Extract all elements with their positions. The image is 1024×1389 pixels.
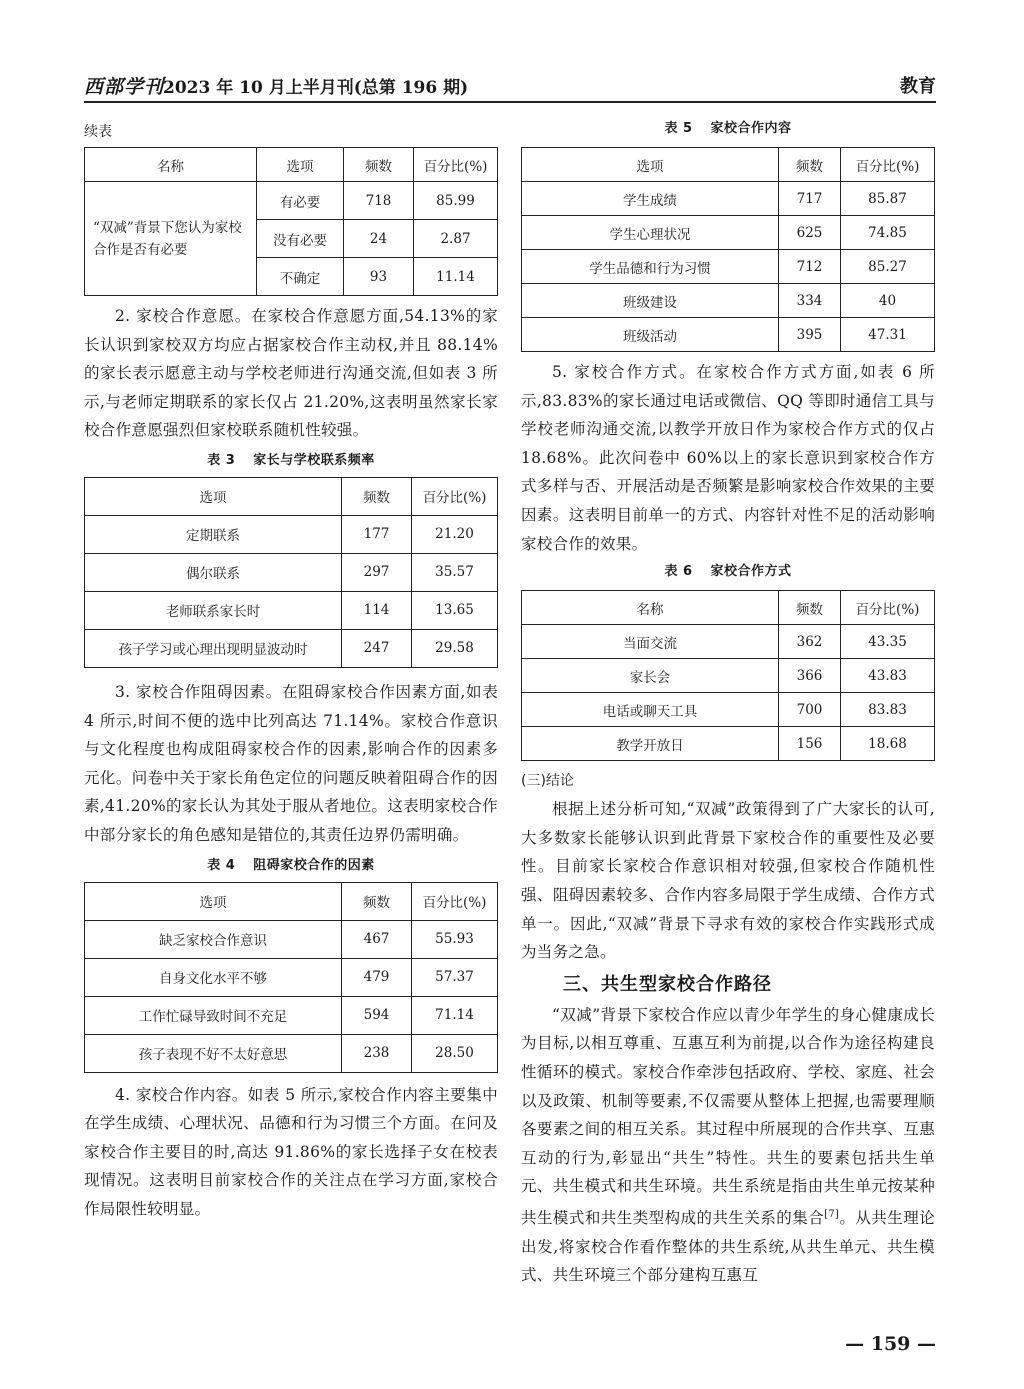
header-cell: 频数: [342, 882, 412, 920]
header-cell: 名称: [85, 148, 257, 182]
table-cell: 83.83: [841, 693, 935, 727]
table-cell: 479: [342, 958, 412, 996]
table-cell: 467: [342, 920, 412, 958]
right-column: [521, 117, 935, 1290]
paragraph: 4. 家校合作内容。如表 5 所示,家校合作内容主要集中在学生成绩、心理状况、品德和行为习惯三个方面。在问及家校合作主要目的时,高达 91.86%的家长选择子女在校表现情况。这表明目前家校合作的关注点在学习方面,家校合作局限性较明显。: [84, 1085, 498, 1218]
table-cell: 362: [779, 625, 841, 659]
table-cell: 55.93: [412, 920, 498, 958]
table-cell: 712: [779, 250, 841, 284]
header-cell: 频数: [342, 477, 412, 515]
table-row: [522, 250, 935, 284]
table-row: [85, 996, 498, 1034]
table-caption: [84, 449, 498, 473]
table-row: [85, 591, 498, 629]
table-cell: 334: [779, 284, 841, 318]
table-cell: 43.83: [841, 659, 935, 693]
table-cell: 625: [779, 216, 841, 250]
table-cell: 班级活动: [522, 318, 779, 352]
table-cell: 238: [342, 1034, 412, 1072]
table-cell: 156: [779, 727, 841, 761]
table-number: 表 4: [207, 857, 236, 873]
table-cell: 当面交流: [522, 625, 779, 659]
table-row: [522, 659, 935, 693]
continued-label: 续表: [84, 124, 112, 140]
table-title: 家校合作内容: [710, 121, 792, 136]
table-cell: 老师联系家长时: [85, 591, 342, 629]
table-cell: 学生品德和行为习惯: [522, 250, 779, 284]
table-cell: 93: [344, 258, 414, 296]
table-cell: 18.68: [841, 727, 935, 761]
table-row: [85, 182, 498, 220]
header-cell: 名称: [522, 591, 779, 625]
table-cell: 717: [779, 182, 841, 216]
table-cell: 297: [342, 553, 412, 591]
table-cell: 不确定: [257, 258, 344, 296]
table-row: [85, 515, 498, 553]
paragraph-text: “双减”背景下家校合作应以青少年学生的身心健康成长为目标,以相互尊重、互惠互利为前提,以合作为途径构建良性循环的模式。家校合作牵涉包括政府、学校、家庭、社会以及政策、机制等要素,不仅需要从整体上把握,也需要理顺各要素之间的相互关系。其过程中所展现的合作共享、互惠互动的行为,彰显出“共生”特性。共生的要素包括共生单元、共生模式和共生环境。共生系统是指由共生单元按某种共生模式和共生类型构成的共生关系的集合: [521, 1005, 935, 1228]
header-cell: 选项: [522, 148, 779, 182]
table-row: [522, 625, 935, 659]
table-cell: 24: [344, 220, 414, 258]
table-row: [522, 727, 935, 761]
left-column: [84, 117, 498, 1224]
header-cell: 百分比(%): [841, 148, 935, 182]
journal-logo: 西部学刊: [84, 76, 165, 98]
table-cell: 395: [779, 318, 841, 352]
table-cell: 电话或聊天工具: [522, 693, 779, 727]
header-cell: 百分比(%): [841, 591, 935, 625]
table-cell: 718: [344, 182, 414, 220]
citation: [7]: [824, 1208, 840, 1220]
table-6: [521, 590, 935, 761]
paragraph: 5. 家校合作方式。在家校合作方式方面,如表 6 所示,83.83%的家长通过电话或微信、QQ 等即时通信工具与学校老师沟通交流,以教学开放日作为家校合作方式的仅占 18.68%。此次问卷中 60%以上的家长意识到家校合作方式多样与否、开展活动是否频繁是影响家校合作效果的主要因素。这表明目前单一的方式、内容针对性不足的活动影响家校合作的效果。: [521, 363, 935, 553]
table-header-row: [85, 477, 498, 515]
table-row: [85, 553, 498, 591]
header-cell: 选项: [257, 148, 344, 182]
table-cell: 11.14: [414, 258, 498, 296]
table-row: [85, 629, 498, 667]
table-row: [522, 182, 935, 216]
table-number: 表 3: [207, 452, 236, 468]
table-3: [84, 477, 498, 668]
header-cell: 百分比(%): [412, 477, 498, 515]
table-caption: [521, 117, 935, 141]
table-cell: 114: [342, 591, 412, 629]
table-cell: 孩子学习或心理出现明显波动时: [85, 629, 342, 667]
table-cell: 自身文化水平不够: [85, 958, 342, 996]
table-cell: 班级建设: [522, 284, 779, 318]
header-cell: 选项: [85, 882, 342, 920]
table-row: [85, 1034, 498, 1072]
section-name: 教育: [900, 76, 936, 97]
table-cell: 57.37: [412, 958, 498, 996]
table-cell: 28.50: [412, 1034, 498, 1072]
table-cell: 366: [779, 659, 841, 693]
table-caption: [84, 854, 498, 878]
table-cell: 偶尔联系: [85, 553, 342, 591]
question-cell: “双减”背景下您认为家校合作是否有必要: [85, 182, 257, 296]
paragraph: 3. 家校合作阻碍因素。在阻碍家校合作因素方面,如表 4 所示,时间不便的选中比列高达 71.14%。家校合作意识与文化程度也构成阻碍家校合作的因素,影响合作的因素多元化。问卷中关于家长角色定位的问题反映着阻碍合作的因素,41.20%的家长认为其处于服从者地位。这表明家校合作中部分家长的角色感知是错位的,其责任边界仍需明确。: [84, 682, 498, 844]
subsection-heading: (三)结论: [521, 773, 574, 790]
paragraph: 根据上述分析可知,“双减”政策得到了广大家长的认可,大多数家长能够认识到此背景下家校合作的重要性及必要性。目前家长家校合作意识相对较强,但家校合作随机性强、阻碍因素较多、合作内容多局限于学生成绩、合作方式单一。因此,“双减”背景下寻求有效的家校合作实践形式成为当务之急。: [521, 800, 935, 962]
table-row: [85, 920, 498, 958]
table-cell: 13.65: [412, 591, 498, 629]
table-row: [522, 693, 935, 727]
table-5: [521, 147, 935, 352]
header-cell: 选项: [85, 477, 342, 515]
table-title: 家长与学校联系频率: [253, 452, 375, 468]
header-rule: [84, 101, 936, 103]
table-4: [84, 882, 498, 1073]
table-row: [522, 318, 935, 352]
paragraph-text: 。从共生理论出发,将家校合作看作整体的共生系统,从共生单元、共生模式、共生环境三个部分建构互惠互: [521, 1209, 935, 1285]
table-cell: 2.87: [414, 220, 498, 258]
table-cell: 有必要: [257, 182, 344, 220]
table-cell: 学生心理状况: [522, 216, 779, 250]
table-cell: 35.57: [412, 553, 498, 591]
table-header-row: [522, 591, 935, 625]
table-cell: 85.99: [414, 182, 498, 220]
table-cell: 71.14: [412, 996, 498, 1034]
table-caption: [521, 560, 935, 584]
table-cell: 40: [841, 284, 935, 318]
table-cell: 29.58: [412, 629, 498, 667]
header-cell: 频数: [779, 591, 841, 625]
table-number: 表 6: [664, 564, 693, 580]
header-cell: 百分比(%): [414, 148, 498, 182]
paragraph: [521, 1001, 935, 1290]
table-cell: 594: [342, 996, 412, 1034]
table-cell: 74.85: [841, 216, 935, 250]
table-title: 家校合作方式: [710, 564, 792, 580]
table-number: 表 5: [664, 121, 693, 136]
section-heading: 三、共生型家校合作路径: [563, 973, 772, 995]
table-cell: 缺乏家校合作意识: [85, 920, 342, 958]
paragraph: 2. 家校合作意愿。在家校合作意愿方面,54.13%的家长认识到家校双方均应占据家校合作主动权,并且 88.14%的家长表示愿意主动与学校老师进行沟通交流,但如表 3 所示,与老师定期联系的家长仅占 21.20%,这表明虽然家长家校合作意愿强烈但家校联系随机性较强。: [84, 307, 498, 440]
issue-info: 2023 年 10 月上半月刊(总第 196 期): [163, 78, 469, 98]
table-cell: 47.31: [841, 318, 935, 352]
table-row: [85, 958, 498, 996]
table-cell: 85.27: [841, 250, 935, 284]
table-cell: 家长会: [522, 659, 779, 693]
table-cell: 定期联系: [85, 515, 342, 553]
table-cell: 工作忙碌导致时间不充足: [85, 996, 342, 1034]
table-continued: [84, 147, 498, 296]
table-title: 阻碍家校合作的因素: [253, 857, 375, 873]
header-cell: 频数: [779, 148, 841, 182]
header-cell: 百分比(%): [412, 882, 498, 920]
table-cell: 177: [342, 515, 412, 553]
table-row: [522, 284, 935, 318]
table-cell: 教学开放日: [522, 727, 779, 761]
table-cell: 700: [779, 693, 841, 727]
header-cell: 频数: [344, 148, 414, 182]
table-cell: 85.87: [841, 182, 935, 216]
table-cell: 学生成绩: [522, 182, 779, 216]
table-cell: 21.20: [412, 515, 498, 553]
table-header-row: [522, 148, 935, 182]
table-header-row: [85, 148, 498, 182]
table-header-row: [85, 882, 498, 920]
page-number: — 159 —: [845, 1333, 936, 1355]
table-cell: 43.35: [841, 625, 935, 659]
running-header: [84, 70, 936, 100]
table-cell: 孩子表现不好不太好意思: [85, 1034, 342, 1072]
table-row: [522, 216, 935, 250]
table-cell: 没有必要: [257, 220, 344, 258]
table-cell: 247: [342, 629, 412, 667]
